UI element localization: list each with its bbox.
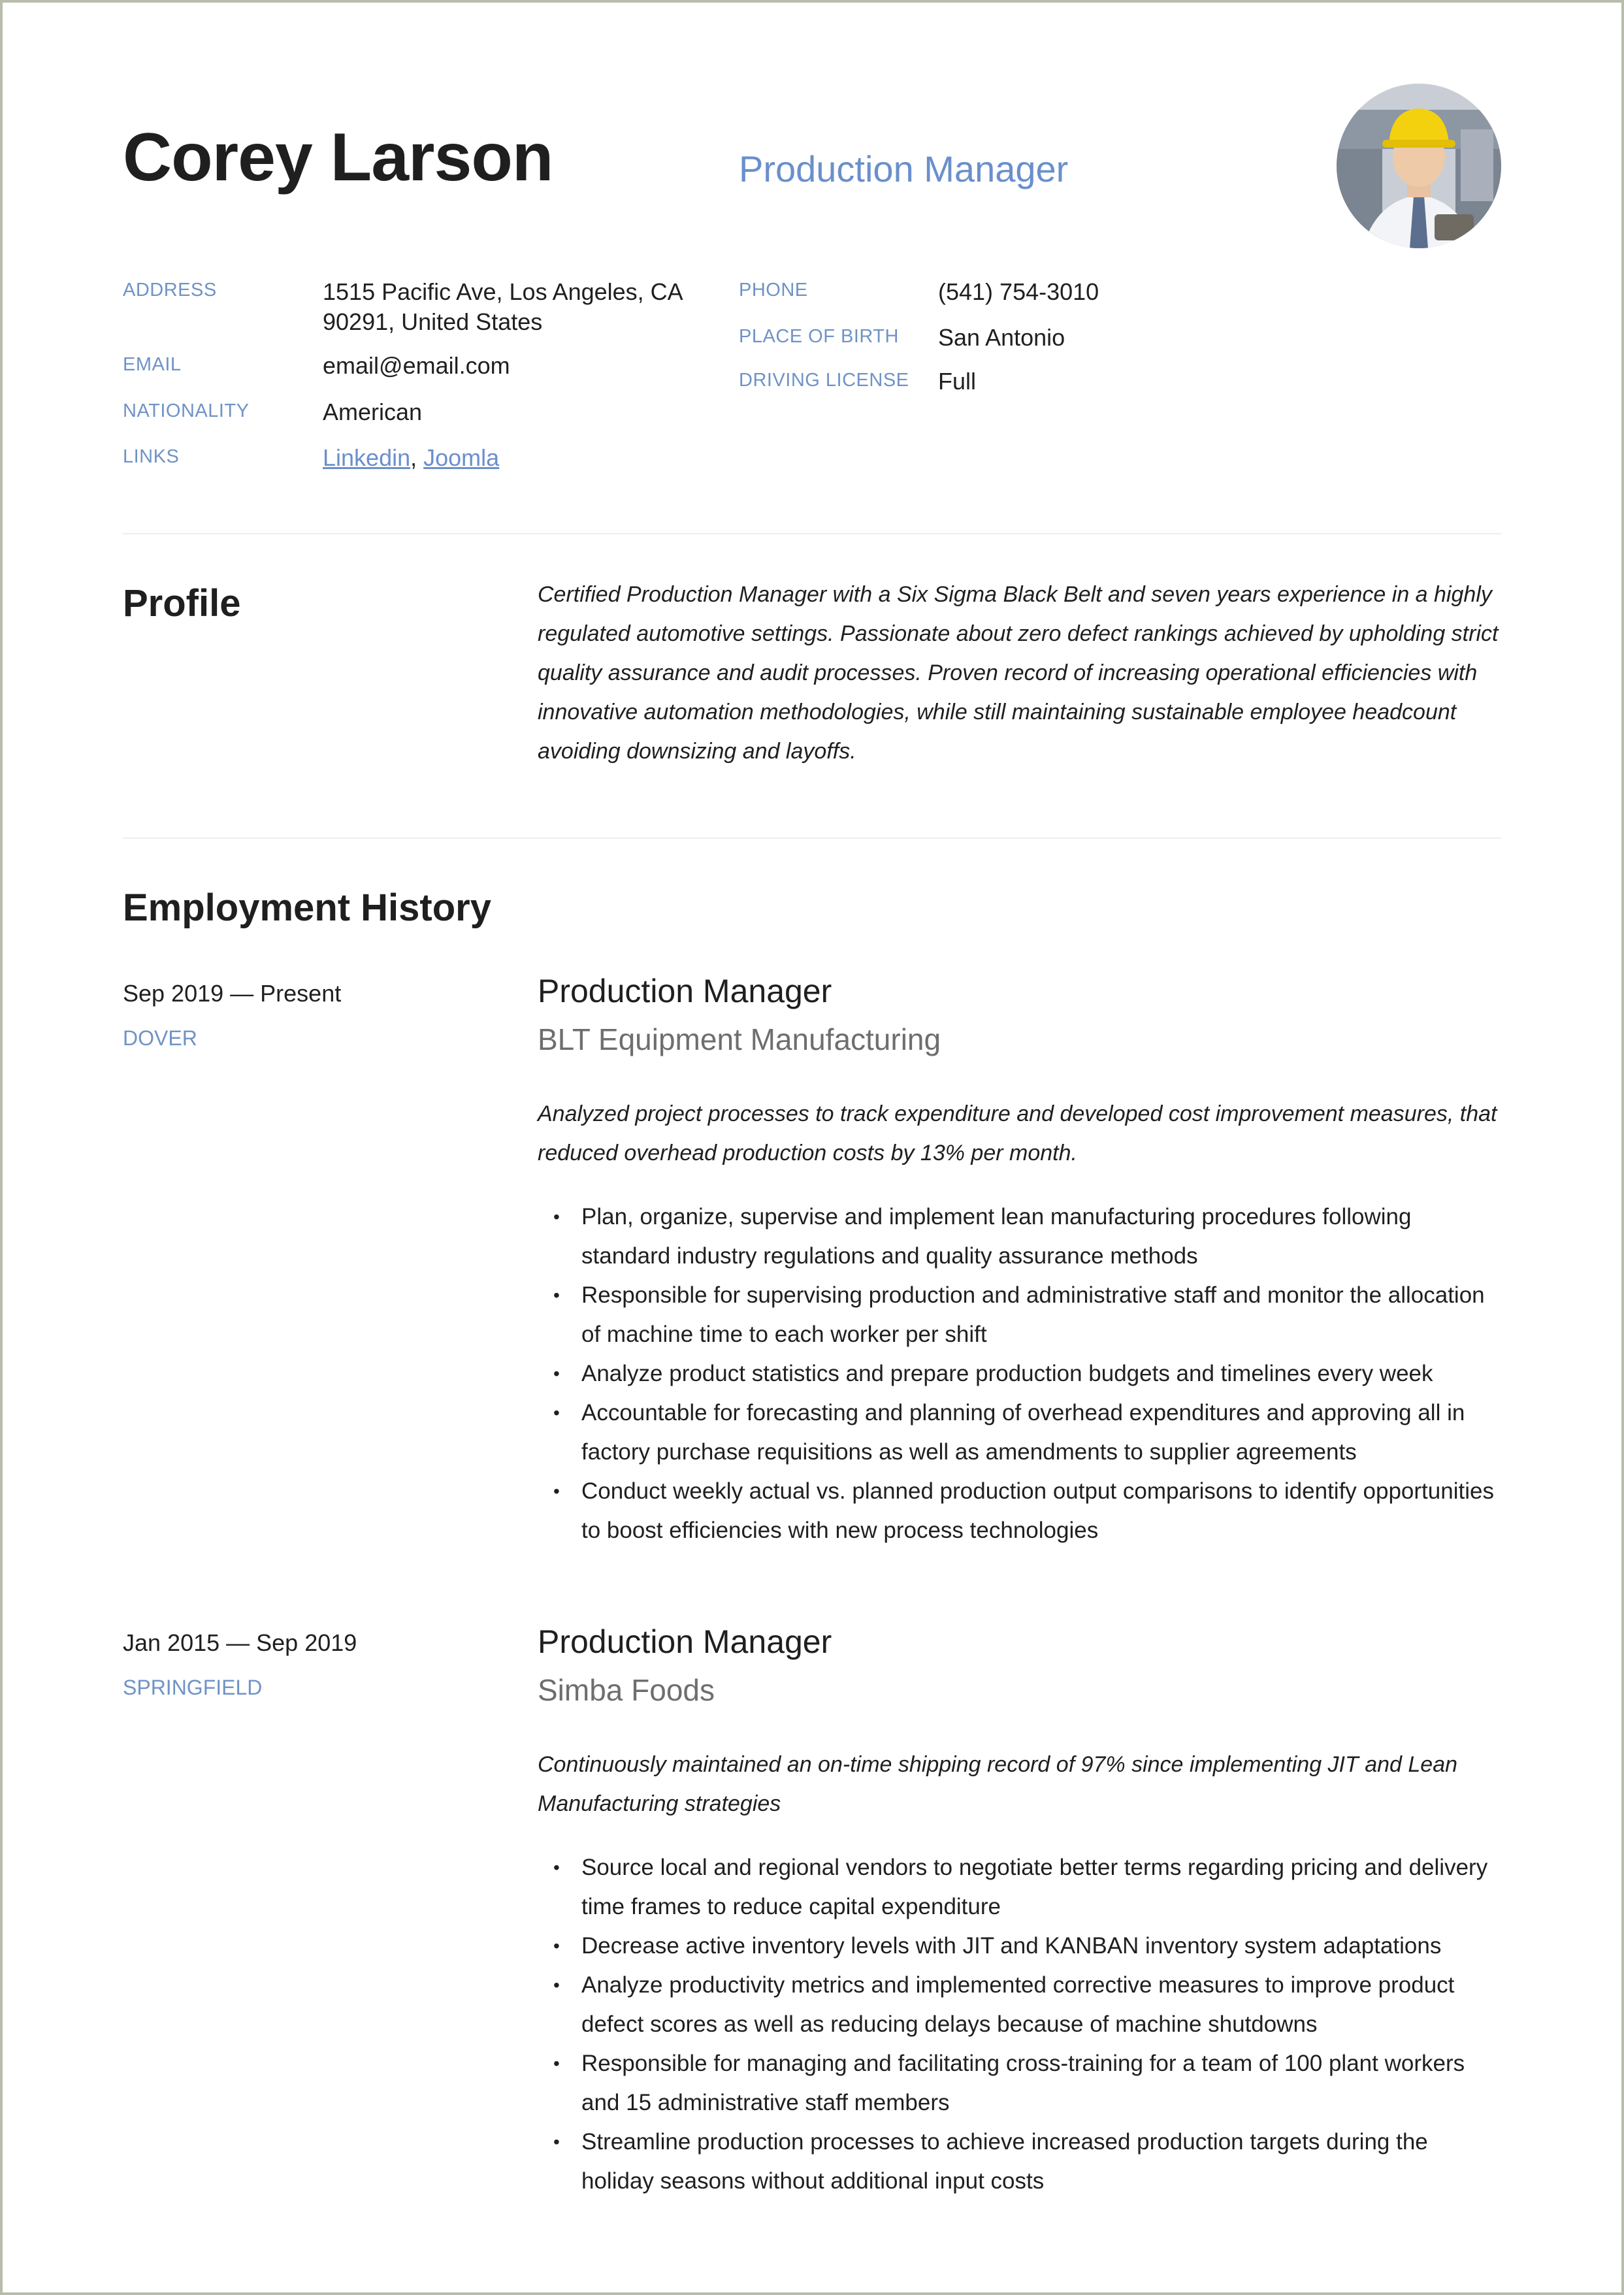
job-role: Production Manager: [538, 973, 832, 1009]
job-city: SPRINGFIELD: [123, 1676, 263, 1699]
list-item: • Conduct weekly actual vs. planned production output comparisons to identify opportunities to boost efficiencies with new process technologies: [553, 1478, 1494, 1543]
driving-license-value: Full: [938, 368, 977, 395]
employment-heading: Employment History: [123, 887, 491, 929]
address-label: ADDRESS: [123, 280, 217, 301]
list-item: • Responsible for supervising production and administrative staff and monitor the allocation of machine time to each worker per shift: [553, 1282, 1485, 1347]
list-item: • Decrease active inventory levels with JIT and KANBAN inventory system adaptations: [553, 1933, 1442, 1959]
email-label: EMAIL: [123, 354, 182, 375]
job-bullets: [538, 1197, 1504, 1550]
job-dates: Jan 2015 — Sep 2019: [123, 1629, 357, 1656]
linkedin-link[interactable]: Linkedin: [323, 444, 411, 471]
job-dates: Sep 2019 — Present: [123, 980, 342, 1007]
worker-portrait-icon: [1337, 84, 1501, 248]
candidate-title: Production Manager: [739, 148, 1069, 189]
place-of-birth-label: PLACE OF BIRTH: [739, 326, 899, 347]
job-company: Simba Foods: [538, 1673, 715, 1707]
job-company: BLT Equipment Manufacturing: [538, 1022, 941, 1056]
email-value: email@email.com: [323, 352, 510, 379]
joomla-link[interactable]: Joomla: [423, 444, 500, 471]
list-item: • Responsible for managing and facilitating cross-training for a team of 100 plant workers and 15 administrative staff members: [553, 2051, 1465, 2115]
job-summary: Continuously maintained an on-time shipping record of 97% since implementing JIT and Lean Manufacturing strategies: [538, 1752, 1458, 1816]
links-separator: ,: [410, 444, 417, 471]
nationality-value: American: [323, 399, 423, 425]
job-bullets: [538, 1848, 1504, 2201]
place-of-birth-value: San Antonio: [938, 324, 1065, 351]
list-item: • Source local and regional vendors to negotiate better terms regarding pricing and delivery time frames to reduce capital expenditure: [553, 1855, 1488, 1919]
links-value: [323, 443, 499, 473]
driving-license-label: DRIVING LICENSE: [739, 370, 909, 391]
nationality-label: NATIONALITY: [123, 400, 250, 421]
list-item: • Plan, organize, supervise and implement lean manufacturing procedures following standard industry regulations and quality assurance methods: [553, 1204, 1412, 1269]
job-role: Production Manager: [538, 1623, 832, 1660]
address-value: 1515 Pacific Ave, Los Angeles, CA 90291, United States: [323, 278, 682, 335]
list-item: • Analyze product statistics and prepare production budgets and timelines every week: [553, 1361, 1433, 1386]
profile-heading: Profile: [123, 582, 241, 625]
list-item: • Accountable for forecasting and planning of overhead expenditures and approving all in factory purchase requisitions as well as amendments to supplier agreements: [553, 1400, 1465, 1465]
phone-label: PHONE: [739, 280, 808, 301]
resume-page: [3, 3, 1621, 2292]
divider: [123, 533, 1501, 534]
phone-value: (541) 754-3010: [938, 278, 1099, 305]
divider: [123, 838, 1501, 839]
job-summary: Analyzed project processes to track expenditure and developed cost improvement measures, that reduced overhead production costs by 13% per month.: [538, 1101, 1497, 1165]
links-label: LINKS: [123, 446, 180, 467]
avatar: [1337, 84, 1501, 248]
job-city: DOVER: [123, 1026, 197, 1050]
candidate-name: Corey Larson: [123, 120, 553, 195]
profile-text: Certified Production Manager with a Six Sigma Black Belt and seven years experience in a highly regulated automotive settings. Passionate about zero defect rankings achieved by upholding strict quality assurance and audit processes. Proven record of increasing operational efficiencies with innovative automation methodologies, while still maintaining sustainable employee headcount avoiding downsizing and layoffs.: [538, 582, 1499, 764]
list-item: • Streamline production processes to achieve increased production targets during the holiday seasons without additional input costs: [553, 2129, 1428, 2194]
list-item: • Analyze productivity metrics and implemented corrective measures to improve product defect scores as well as reducing delays because of machine shutdowns: [553, 1972, 1455, 2037]
